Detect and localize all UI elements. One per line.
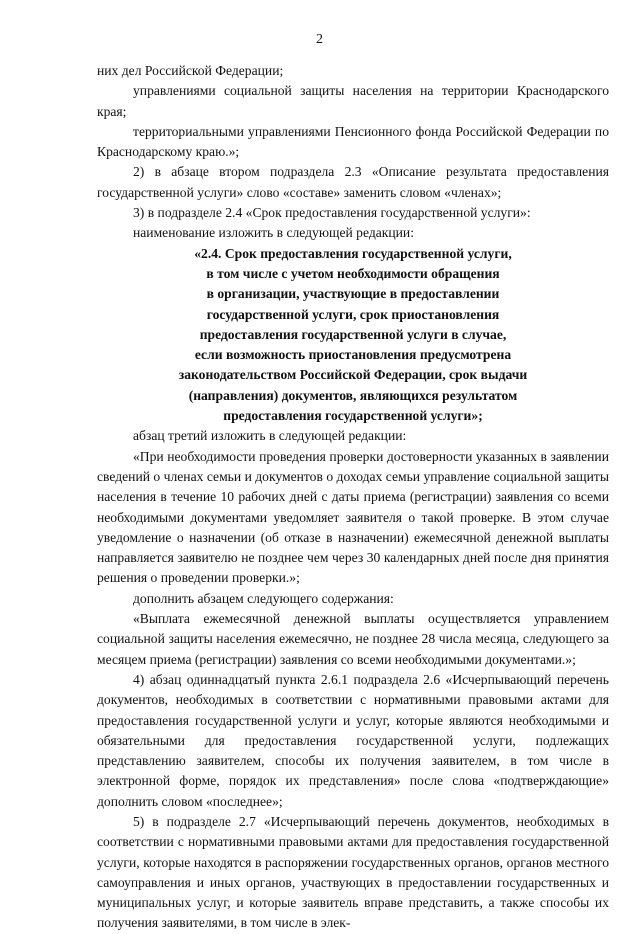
heading-line: если возможность приостановления предусмотрена bbox=[194, 347, 512, 363]
page-number: 2 bbox=[316, 32, 323, 47]
heading-line: (направления) документов, являющихся результатом bbox=[188, 387, 518, 403]
heading-line: в том числе с учетом необходимости обращения bbox=[206, 265, 500, 281]
paragraph: управлениями социальной защиты населения на территории Краснодарского края; bbox=[97, 83, 609, 119]
paragraph: 3) в подразделе 2.4 «Срок предоставления государственной услуги»: bbox=[133, 205, 531, 221]
paragraph: абзац третий изложить в следующей редакции: bbox=[133, 428, 407, 444]
paragraph: 5) в подразделе 2.7 «Исчерпывающий перечень документов, необходимых в соответствии с нормативными правовыми актами для предоставления государственной услуги, которые находятся в распоряжении государственных органов, органов местного самоуправления и иных органов, участвующих в предоставлении государственных и муниципальных услуг, и которые заявитель вправе представить, а также способы их получения заявителями, в том числе в элек- bbox=[97, 813, 609, 931]
paragraph: «При необходимости проведения проверки достоверности указанных в заявлении сведений о членах семьи и документов о доходах семьи управление социальной защиты населения в течение 10 рабочих дней с даты приема (регистрации) заявления со всеми необходимыми документами уведомляет заявителя о такой проверке. В этом случае уведомление о назначении (об отказе в назначении) ежемесячной денежной выплаты направляется заявителю не позднее чем через 30 календарных дней после дня принятия решения о проведении проверки.»; bbox=[97, 448, 609, 586]
heading-line: законодательством Российской Федерации, срок выдачи bbox=[178, 367, 528, 383]
paragraph: них дел Российской Федерации; bbox=[97, 63, 284, 78]
paragraph: 2) в абзаце втором подраздела 2.3 «Описание результата предоставления государственной услуги» слово «составе» заменить словом «членах»; bbox=[97, 164, 609, 200]
heading-line: в организации, участвующие в предоставлении bbox=[206, 286, 500, 302]
paragraph: наименование изложить в следующей редакции: bbox=[133, 225, 414, 241]
document-body bbox=[97, 61, 609, 934]
paragraph: территориальными управлениями Пенсионного фонда Российской Федерации по Краснодарскому краю.»; bbox=[97, 123, 609, 160]
paragraph: дополнить абзацем следующего содержания: bbox=[133, 590, 394, 606]
heading-line: государственной услуги, срок приостановления bbox=[206, 306, 500, 322]
paragraph: «Выплата ежемесячной денежной выплаты осуществляется управлением социальной защиты населения ежемесячно, не позднее 28 числа месяца, следующего за месяцем приема (регистрации) заявления со всеми необходимыми документами.»; bbox=[97, 611, 609, 667]
section-heading bbox=[97, 244, 609, 427]
heading-line: предоставления государственной услуги в случае, bbox=[199, 326, 507, 342]
heading-line: «2.4. Срок предоставления государственной услуги, bbox=[194, 245, 512, 261]
heading-line: предоставления государственной услуги»; bbox=[223, 408, 483, 424]
paragraph: 4) абзац одиннадцатый пункта 2.6.1 подраздела 2.6 «Исчерпывающий перечень документов, необходимых в соответствии с нормативными правовыми актами для предоставления государственной услуги и услуг, которые являются необходимыми и обязательными для предоставления государственной услуги, подлежащих представлению заявителем, способы их получения заявителем, в том числе в электронной форме, порядок их представления» после слова «подтверждающие» дополнить словом «последнее»; bbox=[97, 671, 609, 809]
